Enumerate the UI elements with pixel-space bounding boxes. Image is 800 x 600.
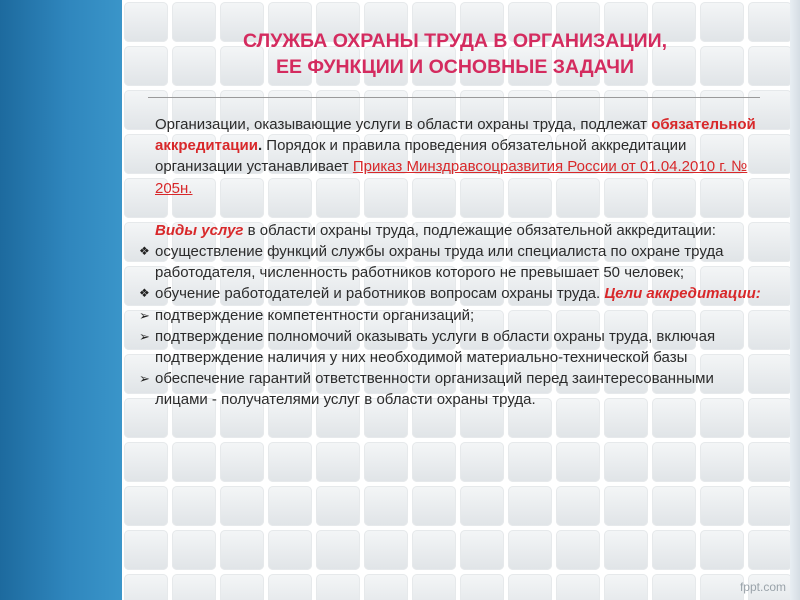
service-item-text: осуществление функций службы охраны труда или специалиста по охране труда работодателя, численность работников которого не превышает 50 человек; bbox=[155, 243, 724, 282]
background-tile bbox=[364, 574, 408, 600]
background-tile bbox=[460, 530, 504, 570]
background-tile bbox=[220, 442, 264, 482]
background-tile bbox=[172, 486, 216, 526]
slide-body bbox=[128, 114, 768, 411]
background-tile bbox=[460, 442, 504, 482]
side-band bbox=[0, 0, 122, 600]
background-tile bbox=[364, 530, 408, 570]
background-tile bbox=[460, 574, 504, 600]
background-tile bbox=[268, 530, 312, 570]
background-tile bbox=[316, 574, 360, 600]
background-tile bbox=[700, 530, 744, 570]
service-item-text: обучение работодателей и работников вопросам охраны труда. bbox=[155, 285, 605, 303]
background-tile bbox=[652, 574, 696, 600]
background-tile bbox=[652, 530, 696, 570]
goal-item-text: обеспечение гарантий ответственности организаций перед заинтересованными лицами - получателями услуг в области охраны труда. bbox=[155, 370, 714, 409]
slide-title bbox=[150, 28, 760, 80]
goal-item bbox=[128, 305, 768, 326]
background-tile bbox=[412, 530, 456, 570]
background-tile bbox=[412, 442, 456, 482]
goal-item-text: подтверждение компетентности организаций; bbox=[155, 306, 475, 324]
background-tile bbox=[316, 486, 360, 526]
background-tile bbox=[172, 574, 216, 600]
arrow-bullet-icon: ➢ bbox=[139, 328, 150, 344]
background-tile bbox=[124, 530, 168, 570]
background-tile bbox=[172, 530, 216, 570]
background-tile bbox=[556, 486, 600, 526]
background-tile bbox=[124, 574, 168, 600]
background-tile bbox=[220, 574, 264, 600]
service-item bbox=[128, 241, 768, 283]
background-tile bbox=[556, 574, 600, 600]
right-strip bbox=[790, 0, 800, 600]
background-tile bbox=[556, 530, 600, 570]
background-tile bbox=[268, 442, 312, 482]
background-tile bbox=[604, 530, 648, 570]
background-tile bbox=[268, 574, 312, 600]
service-item bbox=[128, 283, 768, 304]
title-divider bbox=[148, 97, 760, 98]
background-tile bbox=[604, 574, 648, 600]
background-tile bbox=[412, 486, 456, 526]
background-tile bbox=[700, 442, 744, 482]
arrow-bullet-icon: ➢ bbox=[139, 307, 150, 323]
background-tile bbox=[748, 442, 790, 482]
services-intro bbox=[128, 220, 768, 241]
background-tile bbox=[124, 486, 168, 526]
goal-item bbox=[128, 368, 768, 410]
background-tile bbox=[220, 486, 264, 526]
background-tile bbox=[748, 486, 790, 526]
goals-heading: Цели аккредитации: bbox=[604, 285, 761, 303]
background-tile bbox=[508, 486, 552, 526]
services-heading-rest: в области охраны труда, подлежащие обязательной аккредитации: bbox=[243, 221, 716, 239]
intro-text-2: Порядок и правила проведения обязательной аккредитации организации устанавливает bbox=[155, 137, 687, 176]
background-tile bbox=[172, 442, 216, 482]
background-tile bbox=[316, 442, 360, 482]
background-tile bbox=[508, 530, 552, 570]
order-link[interactable]: Приказ Минздравсоцразвития России от 01.04.2010 г. № 205н. bbox=[155, 158, 748, 197]
background-tile bbox=[460, 486, 504, 526]
arrow-bullet-icon: ➢ bbox=[139, 371, 150, 387]
intro-text-1: Организации, оказывающие услуги в области охраны труда, подлежат bbox=[155, 116, 652, 133]
background-tile bbox=[652, 486, 696, 526]
background-tile bbox=[412, 574, 456, 600]
background-tile bbox=[220, 530, 264, 570]
title-line-1: СЛУЖБА ОХРАНЫ ТРУДА В ОРГАНИЗАЦИИ, bbox=[242, 30, 668, 52]
spacer bbox=[128, 199, 768, 220]
background-tile bbox=[508, 442, 552, 482]
services-heading: Виды услуг bbox=[155, 221, 244, 239]
background-tile bbox=[508, 574, 552, 600]
title-line-2: ЕЕ ФУНКЦИИ И ОСНОВНЫЕ ЗАДАЧИ bbox=[276, 56, 634, 78]
background-tile bbox=[700, 486, 744, 526]
background-tile bbox=[124, 442, 168, 482]
diamond-bullet-icon: ❖ bbox=[139, 244, 150, 259]
background-tile bbox=[556, 442, 600, 482]
goal-item-text: подтверждение полномочий оказывать услуги в области охраны труда, включая подтверждение наличия у них необходимой материально-технической базы bbox=[155, 327, 716, 367]
background-tile bbox=[652, 442, 696, 482]
goal-item bbox=[128, 326, 768, 368]
background-tile bbox=[604, 442, 648, 482]
background-tile bbox=[364, 442, 408, 482]
accreditation-emphasis: обязательной аккредитации bbox=[155, 116, 756, 155]
background-tile bbox=[364, 486, 408, 526]
background-tile bbox=[268, 486, 312, 526]
background-tile bbox=[316, 530, 360, 570]
background-tile bbox=[700, 574, 744, 600]
intro-period: . bbox=[257, 137, 263, 155]
background-tile bbox=[748, 530, 790, 570]
intro-paragraph bbox=[128, 114, 768, 199]
footer-brand: fppt.com bbox=[739, 580, 786, 594]
background-tile bbox=[604, 486, 648, 526]
diamond-bullet-icon: ❖ bbox=[139, 286, 150, 301]
